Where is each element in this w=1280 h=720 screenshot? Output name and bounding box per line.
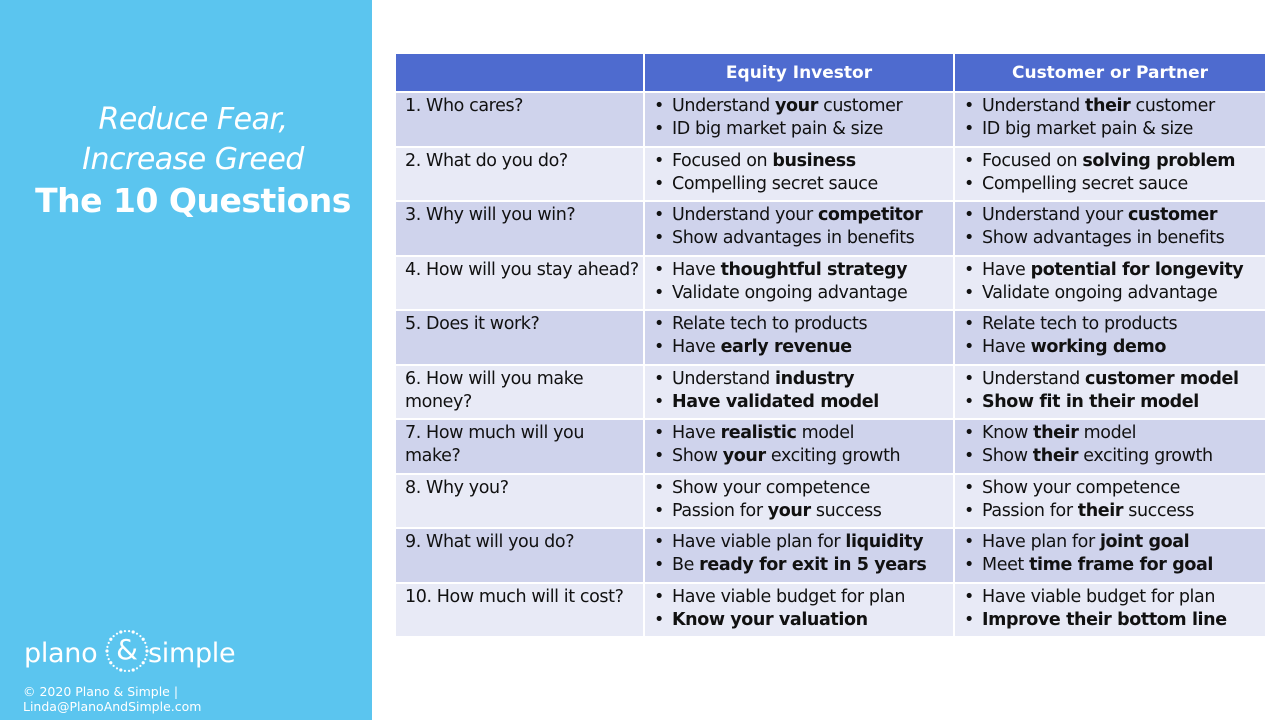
customer-cell <box>954 365 1266 420</box>
question-cell: 1. Who cares? <box>396 92 644 147</box>
bullet-emphasis: their <box>1077 500 1124 521</box>
slide-title <box>0 100 386 222</box>
bullet-text-after: success <box>810 500 882 521</box>
investor-cell <box>644 201 954 256</box>
bullet-text: Compelling secret sauce <box>982 173 1188 194</box>
bullet-emphasis: solving problem <box>1082 150 1236 171</box>
title-line-3: The 10 Questions <box>35 181 351 220</box>
bullet-text: Show advantages in benefits <box>672 228 915 248</box>
bullet-text: Show advantages in benefits <box>982 228 1225 248</box>
bullet-item <box>654 173 953 196</box>
logo-ampersand: & <box>116 633 138 666</box>
bullet-text: Show your competence <box>672 477 871 498</box>
customer-cell <box>954 474 1266 529</box>
customer-cell <box>954 528 1266 583</box>
bullet-text: Passion for <box>982 500 1078 521</box>
bullet-item <box>654 445 953 468</box>
bullet-text-after: exciting growth <box>765 446 901 466</box>
bullet-emphasis: your <box>767 500 811 521</box>
bullet-item <box>964 313 1265 336</box>
bullet-text: Have <box>672 423 721 443</box>
bullet-emphasis: business <box>772 150 856 171</box>
table-row <box>396 365 1266 420</box>
bullet-item <box>964 477 1265 500</box>
question-cell: 4. How will you stay ahead? <box>396 256 644 311</box>
question-cell: 3. Why will you win? <box>396 201 644 256</box>
bullet-emphasis: their <box>1032 446 1079 466</box>
title-line-2: Increase Greed <box>82 142 304 177</box>
bullet-emphasis: joint goal <box>1099 532 1190 552</box>
bullet-item <box>964 259 1265 282</box>
bullet-text: Show <box>982 446 1033 466</box>
customer-cell <box>954 256 1266 311</box>
bullet-item <box>654 259 953 282</box>
bullet-emphasis: their <box>1033 423 1079 443</box>
bullet-item <box>654 95 953 118</box>
table-row <box>396 474 1266 529</box>
bullet-item <box>964 422 1265 445</box>
bullet-text: Show your competence <box>982 477 1181 498</box>
bullet-item <box>654 313 953 336</box>
bullet-text: Know <box>982 423 1034 443</box>
bullet-item <box>964 118 1265 141</box>
bullet-emphasis: potential for longevity <box>1030 259 1244 280</box>
bullet-emphasis: early revenue <box>720 337 852 357</box>
bullet-item <box>654 477 953 500</box>
bullet-item <box>964 500 1265 523</box>
logo-word-plano: plano <box>24 638 98 669</box>
customer-cell <box>954 92 1266 147</box>
bullet-text: Have viable budget for plan <box>982 586 1216 607</box>
bullet-text: Validate ongoing advantage <box>982 282 1218 303</box>
logo-ring-dot <box>124 630 126 632</box>
bullet-item <box>654 368 953 391</box>
bullet-text: Be <box>672 555 700 575</box>
bullet-item <box>964 204 1265 227</box>
logo-ring-dot <box>124 670 126 672</box>
customer-cell <box>954 147 1266 202</box>
header-equity-investor: Equity Investor <box>644 54 954 92</box>
logo-ring-dot <box>116 667 118 669</box>
bullet-item <box>654 336 953 359</box>
copyright-footer <box>23 684 201 714</box>
investor-cell <box>644 147 954 202</box>
table-header-row <box>396 54 1266 92</box>
customer-cell <box>954 583 1266 638</box>
bullet-item <box>964 150 1265 173</box>
table-row <box>396 147 1266 202</box>
sidebar <box>0 0 372 720</box>
bullet-emphasis: customer model <box>1085 368 1239 389</box>
bullet-emphasis: customer <box>1127 205 1218 225</box>
table-row <box>396 583 1266 638</box>
bullet-item <box>654 422 953 445</box>
bullet-text-after: customer <box>817 96 903 116</box>
table-row <box>396 419 1266 474</box>
bullet-item <box>964 368 1265 391</box>
bullet-text: Understand <box>672 96 776 116</box>
bullet-emphasis: industry <box>775 368 855 389</box>
bullet-item <box>654 554 953 577</box>
question-cell: 6. How will you make money? <box>396 365 644 420</box>
bullet-text: Relate tech to products <box>982 314 1178 334</box>
logo-ring-dot <box>136 667 138 669</box>
bullet-emphasis: Show fit in their model <box>982 391 1199 412</box>
bullet-text: Understand your <box>982 205 1128 225</box>
bullet-text: Focused on <box>672 150 773 171</box>
bullet-item <box>654 150 953 173</box>
bullet-text: ID big market pain & size <box>672 119 883 139</box>
bullet-text: Meet <box>982 555 1030 575</box>
investor-cell <box>644 583 954 638</box>
table-row <box>396 92 1266 147</box>
header-question <box>396 54 644 92</box>
logo-ring-dot <box>128 670 130 672</box>
investor-cell <box>644 474 954 529</box>
investor-cell <box>644 256 954 311</box>
bullet-emphasis: working demo <box>1030 337 1166 357</box>
bullet-text: Have <box>672 259 721 280</box>
bullet-item <box>964 531 1265 554</box>
bullet-item <box>654 204 953 227</box>
table-row <box>396 201 1266 256</box>
bullet-text: Understand your <box>672 205 818 225</box>
logo-ring-dot <box>132 668 135 671</box>
bullet-item <box>654 531 953 554</box>
bullet-text: Understand <box>672 368 776 389</box>
bullet-text: Have <box>982 337 1031 357</box>
bullet-emphasis: your <box>722 446 766 466</box>
bullet-emphasis: their <box>1085 96 1131 116</box>
bullet-text-after: model <box>796 423 855 443</box>
question-cell: 10. How much will it cost? <box>396 583 644 638</box>
logo-ring-dot <box>128 630 130 632</box>
header-customer-partner: Customer or Partner <box>954 54 1266 92</box>
bullet-item <box>654 118 953 141</box>
bullet-text: Show <box>672 446 723 466</box>
investor-cell <box>644 92 954 147</box>
bullet-text: ID big market pain & size <box>982 119 1193 139</box>
bullet-emphasis: your <box>775 96 818 116</box>
bullet-text: Compelling secret sauce <box>672 173 878 194</box>
bullet-item <box>654 391 953 414</box>
investor-cell <box>644 419 954 474</box>
bullet-item <box>964 227 1265 250</box>
customer-cell <box>954 201 1266 256</box>
customer-cell <box>954 310 1266 365</box>
bullet-text-after: customer <box>1130 96 1215 116</box>
bullet-text: Understand <box>982 96 1086 116</box>
plano-simple-logo <box>24 628 254 680</box>
customer-cell <box>954 419 1266 474</box>
question-cell: 5. Does it work? <box>396 310 644 365</box>
bullet-item <box>964 282 1265 305</box>
table-row <box>396 528 1266 583</box>
bullet-item <box>654 586 953 609</box>
bullet-text: Passion for <box>672 500 768 521</box>
bullet-text: Have <box>982 259 1031 280</box>
question-cell: 7. How much will you make? <box>396 419 644 474</box>
bullet-text: Have <box>672 337 721 357</box>
bullet-emphasis: ready for exit in 5 years <box>699 555 927 575</box>
bullet-item <box>964 336 1265 359</box>
bullet-text: Have viable budget for plan <box>672 586 906 607</box>
bullet-item <box>654 500 953 523</box>
logo-ring-dot <box>119 668 122 671</box>
bullet-item <box>964 391 1265 414</box>
bullet-text-after: success <box>1123 500 1194 521</box>
investor-cell <box>644 365 954 420</box>
copyright-text: © 2020 Plano & Simple | <box>23 684 179 699</box>
bullet-emphasis: Know your valuation <box>672 609 868 630</box>
bullet-emphasis: thoughtful strategy <box>720 259 908 280</box>
bullet-emphasis: liquidity <box>845 532 924 552</box>
bullet-text-after: exciting growth <box>1078 446 1213 466</box>
bullet-item <box>964 586 1265 609</box>
question-cell: 2. What do you do? <box>396 147 644 202</box>
bullet-emphasis: Improve their bottom line <box>982 609 1227 630</box>
bullet-text: Have viable plan for <box>672 532 846 552</box>
title-line-1: Reduce Fear, <box>98 102 288 137</box>
bullet-item <box>964 173 1265 196</box>
bullet-emphasis: realistic <box>720 423 797 443</box>
bullet-item <box>964 609 1265 632</box>
contact-email: Linda@PlanoAndSimple.com <box>23 699 202 714</box>
investor-cell <box>644 528 954 583</box>
bullet-item <box>964 95 1265 118</box>
bullet-emphasis: Have validated model <box>672 391 879 412</box>
question-cell: 8. Why you? <box>396 474 644 529</box>
investor-cell <box>644 310 954 365</box>
logo-ampersand-ring-icon <box>104 628 150 674</box>
table-row <box>396 310 1266 365</box>
bullet-text: Focused on <box>982 150 1083 171</box>
logo-word-simple: simple <box>148 638 236 669</box>
bullet-item <box>654 609 953 632</box>
table-row <box>396 256 1266 311</box>
bullet-text: Understand <box>982 368 1086 389</box>
bullet-text-after: model <box>1078 423 1137 443</box>
questions-table <box>396 54 1267 638</box>
bullet-item <box>964 445 1265 468</box>
bullet-text: Have plan for <box>982 532 1100 552</box>
question-cell: 9. What will you do? <box>396 528 644 583</box>
bullet-item <box>964 554 1265 577</box>
bullet-emphasis: competitor <box>817 205 923 225</box>
bullet-item <box>654 227 953 250</box>
bullet-emphasis: time frame for goal <box>1029 555 1213 575</box>
bullet-item <box>654 282 953 305</box>
bullet-text: Relate tech to products <box>672 314 868 334</box>
bullet-text: Validate ongoing advantage <box>672 282 908 303</box>
